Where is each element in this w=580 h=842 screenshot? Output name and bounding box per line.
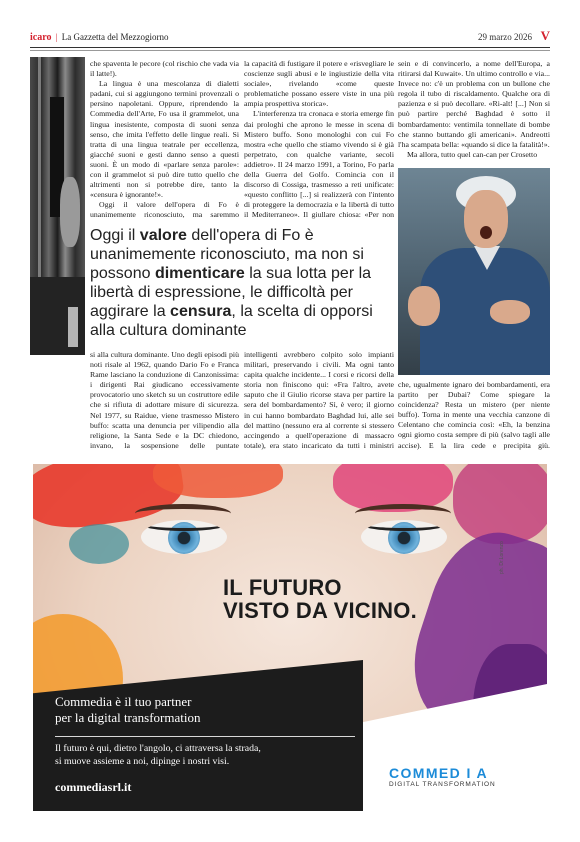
article-column-1-bottom <box>90 350 239 450</box>
photo-detail <box>464 190 508 248</box>
pull-quote-text: dell'opera di Fo è unanimemente riconosciuto, ma non si possono <box>90 227 364 282</box>
ad-divider <box>55 736 355 737</box>
pull-quote-text: Oggi il <box>90 227 140 244</box>
ad-body-line: Il futuro è qui, dietro l'angolo, ci attraversa la strada, <box>55 743 261 754</box>
paragraph: che, ugualmente ignaro dei bombardamenti, era partito per Dubai? Come spiegare la coincidenza? Resta un mistero (per niente buffo). Torna in mente una vecchia canzone di Celentano che comincia così: «Eh, la benzina ogni giorno costa sempre di più (salvo tagli alle accise). E la lira cede e precipita giù. <box>398 380 550 450</box>
pull-quote <box>90 226 390 340</box>
eyelid <box>361 520 447 531</box>
ad-headline-line: IL FUTURO <box>223 575 342 600</box>
paragraph: L'interferenza tra cronaca e storia emerge fin dai prologhi che aprono le messe in scena di Mistero buffo. Sono monologhi con cui Fo mostra «che quello che stiamo vivendo si è già perpetrato, con qualche variante, secoli addietro». Il 24 marzo 1991, a Torino, Fo parla della Guerra del Golfo. Comincia con il discorso di Cossiga, trasmesso a reti unificate: «questo conflitto [...] si realizzerà con l'intento di proteggere la democrazia e la libertà di tutto il Mediterraneo». Il giullare chiosa: «Per non <box>244 109 394 219</box>
ad-body-line: si muove assieme a noi, dipinge i nostri visi. <box>55 755 230 767</box>
ad-tagline-line: Commedia è il tuo partner <box>55 694 192 709</box>
pull-quote-text: , la scelta di opporsi alla cultura dominante <box>90 303 373 339</box>
ad-website-link[interactable]: commediasrl.it <box>55 780 132 794</box>
paint-stroke <box>69 524 129 564</box>
masthead <box>30 31 169 44</box>
photo-credit: ph. Dr.Lorenzo <box>499 541 505 574</box>
photo-detail <box>60 177 80 247</box>
article-column-2-top <box>244 59 394 219</box>
pull-quote-emphasis: censura <box>170 303 232 320</box>
header-rule-thin <box>30 50 550 51</box>
page-mark: V <box>540 28 550 43</box>
photo-detail <box>68 307 78 347</box>
issue-date: 29 marzo 2026 <box>478 32 532 42</box>
paragraph: che spaventa le pecore (col rischio che vada via il latte!). <box>90 59 239 79</box>
ad-tagline <box>55 694 355 725</box>
header-rule <box>30 47 550 48</box>
advertisement <box>33 464 547 811</box>
ad-headline-line: VISTO DA VICINO. <box>223 598 417 623</box>
page-header <box>30 30 550 46</box>
photo-detail <box>408 286 440 326</box>
portrait-photo <box>398 168 550 375</box>
paragraph: Ma allora, tutto quel can-can per Crosetto <box>407 149 538 159</box>
eye-right-icon <box>361 520 447 554</box>
pull-quote-emphasis: valore <box>139 227 187 244</box>
paragraph: la capacità di fustigare il potere e «risvegliare le coscienze sugli abusi e le ingiustizie della vita sociale», rivelando «come queste problematiche possano essere viste in una più ampia prospettiva storica». <box>244 59 394 109</box>
article-column-1-top <box>90 59 239 219</box>
pull-quote-text: la sua lotta per la libertà di espressione, le difficoltà per aggirare la <box>90 265 372 320</box>
brand-separator: | <box>55 32 58 42</box>
eyelid <box>141 520 227 531</box>
paragraph: Oggi il valore dell'opera di Fo è unanimemente riconosciuto, ma saremmo <box>90 200 239 219</box>
paragraph: sein e di convincerlo, a nome dell'Europa, a ritirarsi dal Kuwait». Un ultimo controllo e via... Invece no: c'è un problema con un bullone che regola il tubo di riscaldamento. Qualche ora di pazienza e si può decollare. «Ri-alt! [...] Non si può partire perché Baghdad è sotto il bombardamento: ventimila tonnellate di bombe che stanno buttando gli americani». Andreotti l'ha scampata bella: «quando si dice la fatalità!». <box>398 59 550 149</box>
ad-headline <box>223 576 463 622</box>
article-column-3-top <box>398 59 550 163</box>
paragraph: intelligenti avrebbero colpito solo impianti militari, preservando i civili. Ma ogni tanto capita qualche incidente... I corsi e ricorsi della storia non finiscono qui: «Fra l'altro, avete saputo che il Giulio ricorse stava per partire la sera del bombardamento? Sì, è vero; il giorno in cui hanno bombardato Baghdad lui, alle sei del mattino (nessuno era al corrente si stessero accingendo a quell'operazione di massacro totale), era stato incaricato da tutti i ministri <box>244 350 394 450</box>
photo-detail <box>480 226 492 239</box>
paragraph: si alla cultura dominante. Uno degli episodi più noti risale al 1962, quando Dario Fo e Franca Rame lasciano la conduzione di Canzonissima: i dirigenti Rai giudicano eccessivamente provocatorio uno sketch su un costruttore edile che si rifiuta di adottare misure di sicurezza. Nel 1977, su Raidue, viene trasmesso Mistero buffo: scatta una denuncia per vilipendio alla religione, la Santa Sede e la DC chiedono, invano, la sospensione delle puntate <box>90 350 239 450</box>
logo-tagline: DIGITAL TRANSFORMATION <box>389 781 496 788</box>
paragraph: La lingua è una mescolanza di dialetti padani, cui si aggiungono termini provenzali o persino napoletani. Oppure, riprendendo la Commedia dell'Arte, Fo usa il grammelot, una lingua inesistente, composta di suoni senza senso, che imita l'effetto delle lingue reali. Si tratta di una lingua teatrale per eccellenza, giacché suoni e gesti danno senso a questi suoni. È un modo di «parlare senza parole»: con il grammelot si può dire tutto quello che altrimenti non si potrebbe dire, tanto la «censura è ignorante!». <box>90 79 239 200</box>
article-column-2-bottom <box>244 350 394 450</box>
left-photo <box>30 57 85 355</box>
section-brand: icaro <box>30 32 52 43</box>
ad-body <box>55 743 355 768</box>
article-column-3-bottom <box>398 380 550 450</box>
pull-quote-emphasis: dimenticare <box>154 265 245 282</box>
newspaper-name: La Gazzetta del Mezzogiorno <box>61 32 169 42</box>
photo-detail <box>490 300 530 324</box>
commedia-logo: COMMED I A <box>389 765 489 781</box>
eye-left-icon <box>141 520 227 554</box>
ad-tagline-line: per la digital transformation <box>55 709 201 725</box>
